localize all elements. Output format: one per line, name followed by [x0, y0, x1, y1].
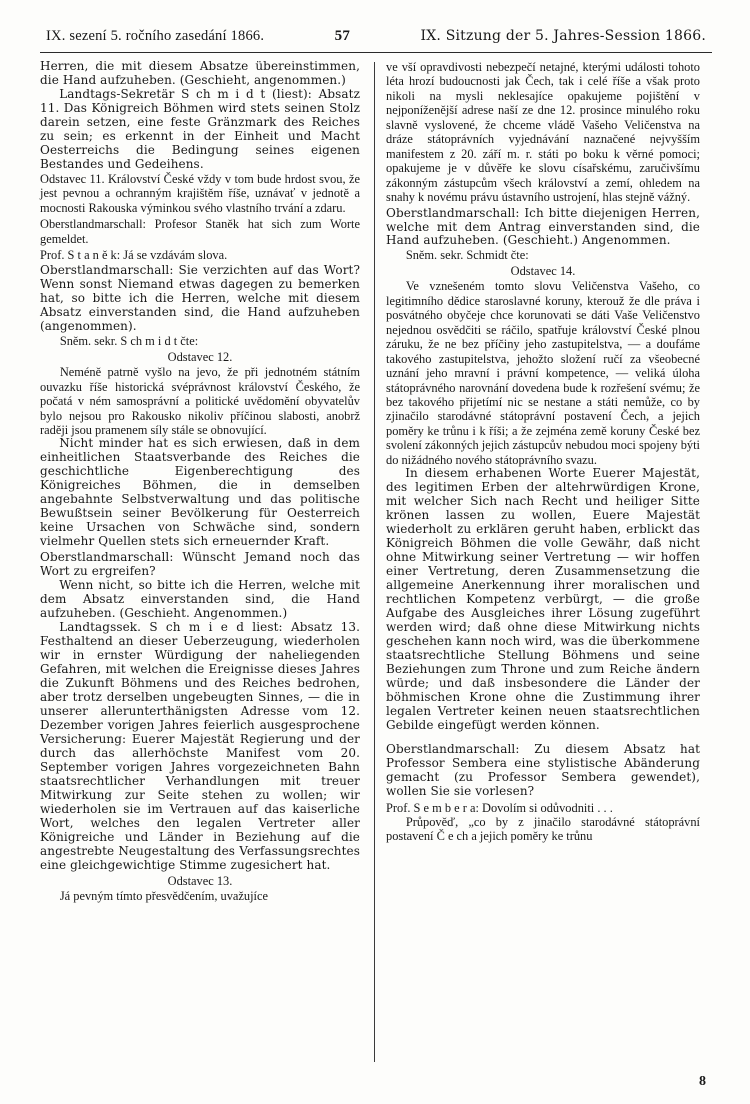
paragraph: Odstavec 13. [167, 873, 233, 888]
paragraph: Oberstlandmarschall: Ich bitte diejenigen Herren, welche mit dem Antrag einverstanden sind, die Hand aufzuheben. (Geschieht.) Angenommen. [386, 205, 700, 248]
footer-page-number: 8 [699, 1074, 706, 1089]
right-column [370, 60, 700, 1070]
paragraph: Já pevným tímto přesvědčením, uvažujíce [59, 888, 268, 903]
paragraph: Oberstlandmarschall: Wünscht Jemand noch das Wort zu ergreifen? [40, 550, 360, 579]
paragraph: Oberstlandmarschall: Sie verzichten auf das Wort? Wenn sonst Niemand etwas dagegen zu bemerken hat, so bitte ich die Herren, welche mit diesem Absatz einverstanden sind, die Hand aufzuheben (angenommen). [40, 263, 360, 334]
header-page-number: 57 [334, 28, 351, 44]
paragraph: ve vší opravdivosti nebezpečí netajné, kterými události tohoto léta hrozí budoucnosti jak Čech, tak i celé říše a však proto nikoli na mysli neklesajíce opakujeme pojištění v nejponíženější adrese naší ze dne 12. prosince minulého roku slavně vyslovené, že chceme vládě Vašeho Veličenstva na dráze státoprávních vyjednávání naznačené nejvyšším manifestem z 20. září m. r. státi po boku k věrné pomoci; opakujeme je v důvěře ke slovu císařskému, zaručivšímu zákonným zástupcům všech království a zemí, ohledem na snahy k novému právu ústavního ustrojení, hlas stejně vážný. [386, 60, 700, 205]
paragraph: Oberstlandmarschall: Profesor Staněk hat sich zum Worte gemeldet. [40, 217, 360, 246]
paragraph: Landtagssek. S ch m i e d liest: Absatz 13. Festhaltend an dieser Ueberzeugung, wiederholen wir in ernster Würdigung der naheliegenden Gefahren, mit welchen die Ereignisse dieses Jahres die Zukunft Böhmens und des Reiches bedrohen, aber trotz derselben ungebeugten Sinnes, — die in unserer allerunterthänigsten Adresse vom 12. Dezember vorigen Jahres feierlich ausgesprochene Versicherung: Euerer Majestät Regierung und der durch das allerhöchste Manifest vom 20. September vorigen Jahres vorgezeichneten Bahn staatsrechtlicher Verhandlungen mit treuer Mitwirkung zur Seite stehen zu wollen; wir wiederholen sie im Vertrauen auf das kaiserliche Wort, welches den legalen Vertreter aller Königreiche und Länder in Beziehung auf die angestrebte Neugestaltung des Verfassungsrechtes eine gleichgewichtige Stimme zugesichert hat. [40, 620, 360, 872]
paragraph: Sněm. sekr. S ch m i d t čte: [59, 334, 199, 349]
paragraph: In diesem erhabenen Worte Euerer Majestät, des legitimen Erben der altehrwürdigen Krone, mit welcher Sich nach Recht und heiliger Sitte krönen lassen zu wollen, Euere Majestät wiederholt zu erklären geruht haben, erblickt das Königreich Böhmen die volle Gewähr, daß nicht ohne Mitwirkung seiner Vertretung — wir hoffen einer Vertretung, deren Zusammensetzung die allgemeine Anerkennung ihrer moralischen und rechtlichen Kompetenz verbürgt, — die große Aufgabe des Ausgleiches ihrer Lösung zugeführt werden wird; daß ohne diese Mitwirkung nichts geschehen kann noch wird, was die überkommene staatsrechtliche Stellung Böhmens und seine Beziehungen zum Throne und zum Reiche ändern würde; und daß insbesondere die Länder der böhmischen Krone ohne die Zustimmung ihrer legalen Vertreter keinen neuen staatsrechtlichen Gebilde eingefügt werden können. [386, 466, 700, 732]
header-right-title: IX. Sitzung der 5. Jahres-Session 1866. [420, 28, 706, 44]
paragraph: Neméně patrně vyšlo na jevo, že při jednotném státním ouvazku říše historická svéprávnost království Českého, že počatá v ném samosprávní a politické uvědomění obyvatelův bylo nejsou pro Rakousko nikoliv příčinou slabosti, anobrž raději jsou pramenem síly stále se obnovující. [40, 365, 360, 438]
paragraph: Odstavec 12. [167, 349, 233, 364]
paragraph: Sněm. sekr. Schmidt čte: [405, 248, 529, 263]
paragraph: Prof. S t a n ě k: Já se vzdávám slova. [40, 248, 228, 263]
paragraph: Oberstlandmarschall: Zu diesem Absatz hat Professor Sembera eine stylistische Abänderung gemacht (zu Professor Sembera gewendet), wollen Sie sie vorlesen? [386, 741, 700, 798]
page-header [46, 28, 706, 45]
paragraph: Landtags-Sekretär S ch m i d t (liest): Absatz 11. Das Königreich Böhmen wird stets seinen Stolz darein setzen, eine feste Gränzmark des Reiches zu sein; es erkennt in der Einheit und Macht Oesterreichs die Bedingung seines eigenen Bestandes und Gedeihens. [40, 86, 360, 171]
header-left-title: IX. sezení 5. ročního zasedání 1866. [46, 28, 265, 44]
paragraph: Herren, die mit diesem Absatze übereinstimmen, die Hand aufzuheben. (Geschieht, angenommen.) [40, 59, 360, 87]
paragraph: Odstavec 14. [510, 263, 576, 278]
header-rule [40, 52, 712, 53]
paragraph: Wenn nicht, so bitte ich die Herren, welche mit dem Absatz einverstanden sind, die Hand aufzuheben. (Geschieht. Angenommen.) [40, 578, 360, 621]
left-column [40, 60, 370, 1070]
paragraph: Nicht minder hat es sich erwiesen, daß in dem einheitlichen Staatsverbande des Reiches die geschichtliche Eigenberechtigung des Königreiches Böhmen, die in demselben angebahnte Selbstverwaltung und das politische Bewußtsein seiner Bevölkerung für Oesterreich keine Ursachen von Schwäche sind, sondern vielmehr Quellen stets sich erneuernder Kraft. [40, 436, 360, 549]
paragraph: Odstavec 11. Království České vždy v tom bude hrdost svou, že jest pevnou a ochranným krajištěm říše, uznávať v jednotě a mocnosti Rakouska výminkou svého vlastního trvání a zdaru. [40, 171, 360, 215]
paragraph: Ve vznešeném tomto slovu Veličenstva Vašeho, co legitimního dědice staroslavné koruny, kterouž že dle práva i posvátného obyčeje chce korunovati se dáti Vaše Veličenstvo nejednou osvědčiti se ráčilo, spatřuje království České plnou záruku, že ne bez příčiny jeho zastupitelstva, — a doufáme takového zastupitelstva, jehožto složení ručí za všeobecné uznání jeho mravní i právní kompetence, — veliká úloha státoprávného narovnání dovedena bude k rozřešení svému; že bez takového přijetímí nic se nestane a státi nemůže, co by zjinačilo starodávné státoprávní postavení Čech, a jejich poměry ke trůnu i k říši; a že zejména země koruny České bez svolení zákonných jejich zástupcův nebudou moci spojeny býti do nižádného nového státoprávního svazu. [386, 279, 700, 467]
paragraph: Prof. S e m b e r a: Dovolím si odůvodniti . . . [386, 800, 613, 815]
text-columns [40, 60, 712, 1070]
paragraph: Průpověď, „co by z jinačilo starodávné státoprávní postavení Č e ch a jejich poměry ke trůnu [386, 814, 700, 844]
